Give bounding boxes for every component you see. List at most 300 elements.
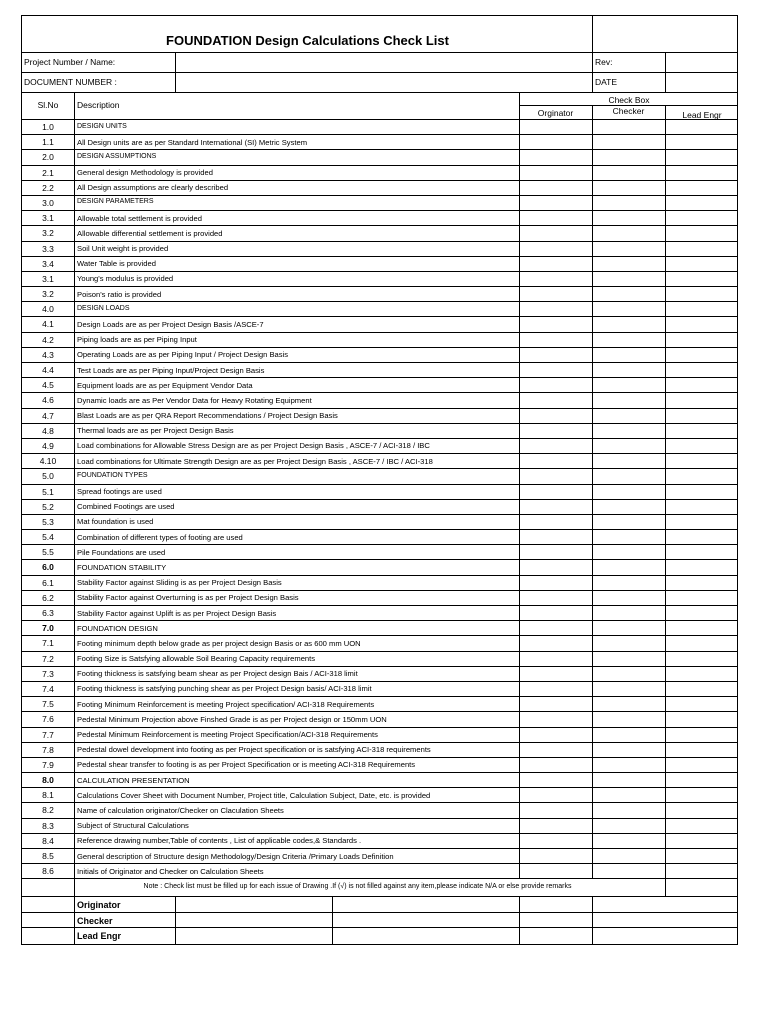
originator-check-cell[interactable] — [519, 424, 592, 438]
row-description: Calculations Cover Sheet with Document Number, Project title, Calculation Subject, Date, etc. is provided — [77, 790, 431, 800]
row-number: 7.2 — [42, 653, 54, 664]
lead-engr-check-cell[interactable] — [665, 697, 739, 711]
row-number: 7.8 — [42, 744, 54, 755]
checker-check-cell[interactable] — [592, 272, 665, 286]
originator-check-cell[interactable] — [519, 150, 592, 164]
lead-engr-check-cell[interactable] — [665, 211, 739, 225]
row-number: 4.3 — [42, 349, 54, 360]
row-number: 3.1 — [42, 213, 54, 224]
originator-check-cell[interactable] — [519, 682, 592, 696]
row-description: CALCULATION PRESENTATION — [77, 775, 190, 785]
row-number: 6.3 — [42, 608, 54, 618]
row-number: 5.2 — [42, 501, 54, 512]
lead-engr-check-cell[interactable] — [665, 621, 739, 635]
row-number: 3.1 — [42, 273, 54, 284]
checker-check-cell[interactable] — [592, 135, 665, 149]
originator-check-cell[interactable] — [519, 652, 592, 666]
row-description: General design Methodology is provided — [77, 168, 213, 178]
lead-engr-check-cell[interactable] — [665, 393, 739, 407]
originator-check-cell[interactable] — [519, 834, 592, 848]
row-number: 5.5 — [42, 547, 54, 558]
lead-engr-check-cell[interactable] — [665, 469, 739, 483]
row-number: 7.0 — [42, 623, 54, 634]
checker-check-cell[interactable] — [592, 545, 665, 559]
row-number: 7.4 — [42, 683, 54, 694]
lead-engr-check-cell[interactable] — [665, 834, 739, 848]
row-description: FOUNDATION DESIGN — [77, 623, 158, 633]
row-number: 7.9 — [42, 759, 54, 770]
row-description: Pedestal shear transfer to footing is as per Project Specification or is meeting ACI-318 Requirements — [77, 760, 416, 770]
checker-check-cell[interactable] — [592, 424, 665, 438]
table-row — [22, 272, 737, 287]
row-number: 3.2 — [42, 228, 54, 239]
slno-header: Sl.No — [37, 100, 59, 110]
row-description: Footing thickness is satsfying beam shear as per Project design Bais / ACI-318 limit — [77, 669, 358, 679]
originator-check-cell[interactable] — [519, 773, 592, 787]
signoff-lead-engr — [22, 928, 737, 944]
table-row — [22, 819, 737, 834]
originator-check-cell[interactable] — [519, 515, 592, 529]
table-row — [22, 728, 737, 743]
table-row — [22, 333, 737, 348]
row-description: Load combinations for Ultimate Strength Design are as per Project Design Basis , ASCE-7 / IBC / ACI-318 — [77, 456, 433, 466]
checker-check-cell[interactable] — [592, 317, 665, 331]
row-number: 8.1 — [42, 790, 54, 801]
checker-check-cell[interactable] — [592, 196, 665, 210]
signoff-checker — [22, 913, 737, 929]
originator-check-cell[interactable] — [519, 758, 592, 772]
table-row — [22, 758, 737, 773]
table-row — [22, 834, 737, 849]
table-row — [22, 682, 737, 697]
row-number: 3.2 — [42, 289, 54, 300]
row-description: Combination of different types of footing are used — [77, 532, 243, 542]
lead-engr-check-cell[interactable] — [665, 500, 739, 514]
table-row — [22, 849, 737, 864]
row-description: Pedestal Minimum Reinforcement is meeting Project Specification/ACI-318 Requirements — [77, 730, 378, 739]
originator-check-cell[interactable] — [519, 242, 592, 256]
row-number: 4.10 — [39, 456, 57, 467]
checker-check-cell[interactable] — [592, 120, 665, 134]
row-number: 4.4 — [42, 365, 54, 375]
table-row — [22, 773, 737, 788]
row-number: 4.2 — [42, 334, 54, 345]
checker-check-cell[interactable] — [592, 150, 665, 164]
table-row — [22, 621, 737, 636]
project-label: Project Number / Name: — [24, 57, 116, 67]
column-header — [22, 93, 737, 120]
table-row — [22, 363, 737, 378]
lead-engr-check-cell[interactable] — [665, 363, 739, 377]
row-number: 4.9 — [42, 440, 54, 451]
lead-engr-check-cell[interactable] — [665, 758, 739, 772]
lead-engr-check-cell[interactable] — [665, 378, 739, 392]
originator-check-cell[interactable] — [519, 591, 592, 605]
checker-check-cell[interactable] — [592, 591, 665, 605]
originator-check-cell[interactable] — [519, 864, 592, 878]
row-number: 7.6 — [42, 714, 54, 725]
checker-check-cell[interactable] — [592, 515, 665, 529]
originator-check-cell[interactable] — [519, 819, 592, 833]
project-row — [22, 53, 737, 73]
row-description: Allowable total settlement is provided — [77, 213, 202, 223]
table-row — [22, 226, 737, 241]
checker-check-cell[interactable] — [592, 667, 665, 681]
lead-engr-check-cell[interactable] — [665, 302, 739, 316]
lead-engr-check-cell[interactable] — [665, 287, 739, 301]
row-number: 3.4 — [42, 258, 54, 269]
row-description: Footing minimum depth below grade as per project design Basis or as 600 mm UON — [77, 638, 361, 648]
row-number: 5.0 — [42, 471, 54, 482]
row-description: Stability Factor against Uplift is as per Project Design Basis — [77, 608, 277, 618]
row-description: Load combinations for Allowable Stress Design are as per Project Design Basis , ASCE-7 / ACI-318 / IBC — [77, 441, 430, 451]
table-row — [22, 515, 737, 530]
row-description: Young's modulus is provided — [77, 274, 174, 284]
originator-check-cell[interactable] — [519, 728, 592, 742]
checker-check-cell[interactable] — [592, 758, 665, 772]
row-description: Reference drawing number,Table of contents , List of applicable codes,& Standards . — [77, 836, 362, 846]
lead-engr-check-cell[interactable] — [665, 409, 739, 423]
table-row — [22, 743, 737, 758]
row-description: Mat foundation is used — [77, 517, 154, 527]
lead-engr-check-cell[interactable] — [665, 120, 739, 134]
checker-check-cell[interactable] — [592, 181, 665, 195]
table-row — [22, 667, 737, 682]
originator-check-cell[interactable] — [519, 348, 592, 362]
lead-engr-check-cell[interactable] — [665, 166, 739, 180]
lead-engr-check-cell[interactable] — [665, 530, 739, 544]
checker-check-cell[interactable] — [592, 697, 665, 711]
row-description: Poison's ratio is provided — [77, 289, 162, 299]
date-label: DATE — [595, 77, 618, 87]
originator-check-cell[interactable] — [519, 317, 592, 331]
originator-check-cell[interactable] — [519, 469, 592, 483]
row-number: 2.2 — [42, 182, 54, 193]
lead-engr-check-cell[interactable] — [665, 242, 739, 256]
row-number: 6.1 — [42, 577, 54, 588]
row-description: Pedestal Minimum Projection above Finshed Grade is as per Project design or 150mm UON — [77, 714, 387, 724]
row-number: 8.2 — [42, 805, 54, 816]
originator-check-cell[interactable] — [519, 697, 592, 711]
lead-engr-check-cell[interactable] — [665, 682, 739, 696]
originator-check-cell[interactable] — [519, 606, 592, 620]
originator-check-cell[interactable] — [519, 788, 592, 802]
originator-check-cell[interactable] — [519, 667, 592, 681]
lead-engr-check-cell[interactable] — [665, 728, 739, 742]
row-description: Operating Loads are as per Piping Input / Project Design Basis — [77, 350, 289, 360]
table-row — [22, 181, 737, 196]
table-row — [22, 454, 737, 469]
originator-check-cell[interactable] — [519, 454, 592, 468]
row-number: 8.6 — [42, 866, 54, 877]
lead-engr-check-cell[interactable] — [665, 788, 739, 802]
originator-check-cell[interactable] — [519, 181, 592, 195]
checker-check-cell[interactable] — [592, 439, 665, 453]
row-number: 7.1 — [42, 638, 54, 649]
lead-engr-check-cell[interactable] — [665, 257, 739, 271]
table-row — [22, 120, 737, 135]
checker-check-cell[interactable] — [592, 363, 665, 377]
lead-engr-check-cell[interactable] — [665, 272, 739, 286]
signoff-originator — [22, 897, 737, 913]
table-row — [22, 606, 737, 621]
checker-check-cell[interactable] — [592, 500, 665, 514]
originator-check-cell[interactable] — [519, 485, 592, 499]
checker-check-cell[interactable] — [592, 333, 665, 347]
row-number: 6.0 — [42, 562, 54, 573]
originator-check-cell[interactable] — [519, 743, 592, 757]
checker-check-cell[interactable] — [592, 712, 665, 726]
row-number: 8.0 — [42, 775, 54, 786]
row-description: DESIGN ASSUMPTIONS — [77, 152, 157, 160]
table-row — [22, 500, 737, 515]
table-row — [22, 287, 737, 302]
table-row — [22, 788, 737, 803]
row-number: 4.5 — [42, 380, 54, 391]
checker-check-cell[interactable] — [592, 819, 665, 833]
originator-check-cell[interactable] — [519, 636, 592, 650]
table-row — [22, 242, 737, 257]
checker-check-cell[interactable] — [592, 454, 665, 468]
row-description: Footing Size is Satsfying allowable Soil Bearing Capacity requirements — [77, 654, 316, 664]
row-description: Blast Loads are as per QRA Report Recommendations / Project Design Basis — [77, 411, 338, 421]
row-description: Stability Factor against Sliding is as per Project Design Basis — [77, 578, 282, 588]
originator-check-cell[interactable] — [519, 120, 592, 134]
originator-check-cell[interactable] — [519, 849, 592, 863]
lead-engr-check-cell[interactable] — [665, 652, 739, 666]
row-description: General description of Structure design Methodology/Design Criteria /Primary Loads Definition — [77, 851, 394, 861]
signoff-block — [22, 897, 737, 944]
lead-engr-check-cell[interactable] — [665, 560, 739, 574]
lead-engr-label: Lead Engr — [77, 931, 122, 942]
row-number: 1.1 — [42, 137, 54, 148]
note-row — [22, 879, 737, 897]
checker-check-cell[interactable] — [592, 393, 665, 407]
table-row — [22, 393, 737, 408]
lead-engr-check-cell[interactable] — [665, 181, 739, 195]
rev-label: Rev: — [595, 57, 613, 67]
checker-check-cell[interactable] — [592, 728, 665, 742]
checker-check-cell[interactable] — [592, 530, 665, 544]
check-box-header: Check Box — [608, 95, 650, 105]
row-description: DESIGN LOADS — [77, 304, 130, 312]
table-row — [22, 348, 737, 363]
checker-check-cell[interactable] — [592, 560, 665, 574]
checker-check-cell[interactable] — [592, 788, 665, 802]
row-number: 4.7 — [42, 410, 54, 421]
checker-check-cell[interactable] — [592, 636, 665, 650]
row-number: 4.0 — [42, 304, 54, 315]
row-description: FOUNDATION STABILITY — [77, 562, 167, 572]
originator-check-cell[interactable] — [519, 576, 592, 590]
table-row — [22, 317, 737, 332]
originator-check-cell[interactable] — [519, 302, 592, 316]
lead-engr-check-cell[interactable] — [665, 424, 739, 438]
row-description: Initials of Originator and Checker on Calculation Sheets — [77, 866, 264, 876]
originator-check-cell[interactable] — [519, 363, 592, 377]
originator-check-cell[interactable] — [519, 409, 592, 423]
checker-check-cell[interactable] — [592, 242, 665, 256]
lead-engr-check-cell[interactable] — [665, 773, 739, 787]
checker-check-cell[interactable] — [592, 606, 665, 620]
checker-header: Checker — [612, 106, 645, 116]
lead-engr-check-cell[interactable] — [665, 226, 739, 240]
row-number: 7.3 — [42, 668, 54, 679]
lead-engr-check-cell[interactable] — [665, 150, 739, 164]
note-text: Note : Check list must be filled up for each issue of Drawing .If (√) is not filled against any item,please indicate N/A or else provide remarks — [143, 883, 572, 891]
checker-check-cell[interactable] — [592, 287, 665, 301]
lead-engr-check-cell[interactable] — [665, 606, 739, 620]
row-description: Thermal loads are as per Project Design Basis — [77, 426, 234, 436]
table-row — [22, 378, 737, 393]
table-row — [22, 545, 737, 560]
table-row — [22, 591, 737, 606]
row-number: 2.1 — [42, 167, 54, 178]
row-description: Dynamic loads are as Per Vendor Data for Heavy Rotating Equipment — [77, 395, 312, 405]
row-number: 5.1 — [42, 486, 54, 497]
table-row — [22, 712, 737, 727]
checker-check-cell[interactable] — [592, 576, 665, 590]
originator-check-cell[interactable] — [519, 272, 592, 286]
row-number: 2.0 — [42, 152, 54, 163]
row-description: DESIGN PARAMETERS — [77, 198, 154, 206]
row-description: Pedestal dowel development into footing as per Project specification or is satsfying ACI-318 requirements — [77, 745, 431, 755]
row-description: All Design assumptions are clearly described — [77, 183, 229, 193]
row-description: Test Loads are as per Piping Input/Project Design Basis — [77, 365, 265, 375]
lead-engr-check-cell[interactable] — [665, 545, 739, 559]
originator-check-cell[interactable] — [519, 196, 592, 210]
table-row — [22, 409, 737, 424]
lead-engr-check-cell[interactable] — [665, 317, 739, 331]
originator-check-cell[interactable] — [519, 439, 592, 453]
row-description: FOUNDATION TYPES — [77, 471, 148, 479]
table-row — [22, 196, 737, 211]
lead-engr-check-cell[interactable] — [665, 819, 739, 833]
row-number: 8.3 — [42, 820, 54, 831]
table-row — [22, 135, 737, 150]
checker-check-cell[interactable] — [592, 652, 665, 666]
checker-check-cell[interactable] — [592, 348, 665, 362]
checker-check-cell[interactable] — [592, 409, 665, 423]
description-header: Description — [77, 100, 120, 110]
row-number: 8.4 — [42, 835, 54, 846]
table-row — [22, 530, 737, 545]
lead-engr-check-cell[interactable] — [665, 667, 739, 681]
title-block — [22, 16, 737, 53]
originator-check-cell[interactable] — [519, 333, 592, 347]
lead-engr-check-cell[interactable] — [665, 743, 739, 757]
originator-check-cell[interactable] — [519, 621, 592, 635]
row-description: Spread footings are used — [77, 487, 162, 496]
table-row — [22, 697, 737, 712]
lead-engr-check-cell[interactable] — [665, 515, 739, 529]
row-description: Equipment loads are as per Equipment Vendor Data — [77, 380, 253, 390]
originator-check-cell[interactable] — [519, 500, 592, 514]
checker-check-cell[interactable] — [592, 834, 665, 848]
checker-check-cell[interactable] — [592, 485, 665, 499]
lead-engr-check-cell[interactable] — [665, 196, 739, 210]
originator-check-cell[interactable] — [519, 560, 592, 574]
checker-check-cell[interactable] — [592, 743, 665, 757]
lead-engr-check-cell[interactable] — [665, 864, 739, 878]
lead-engr-check-cell[interactable] — [665, 348, 739, 362]
originator-check-cell[interactable] — [519, 803, 592, 817]
checker-check-cell[interactable] — [592, 211, 665, 225]
checker-check-cell[interactable] — [592, 773, 665, 787]
lead-engr-check-cell[interactable] — [665, 485, 739, 499]
checker-check-cell[interactable] — [592, 302, 665, 316]
checker-check-cell[interactable] — [592, 803, 665, 817]
table-row — [22, 560, 737, 575]
checker-check-cell[interactable] — [592, 378, 665, 392]
originator-check-cell[interactable] — [519, 287, 592, 301]
originator-check-cell[interactable] — [519, 135, 592, 149]
checker-check-cell[interactable] — [592, 682, 665, 696]
lead-engr-check-cell[interactable] — [665, 636, 739, 650]
lead-engr-check-cell[interactable] — [665, 576, 739, 590]
lead-engr-check-cell[interactable] — [665, 803, 739, 817]
row-number: 5.3 — [42, 516, 54, 527]
table-row — [22, 439, 737, 454]
table-row — [22, 257, 737, 272]
checker-check-cell[interactable] — [592, 849, 665, 863]
row-description: Soil Unit weight is provided — [77, 244, 169, 253]
checker-check-cell[interactable] — [592, 864, 665, 878]
originator-check-cell[interactable] — [519, 378, 592, 392]
table-row — [22, 576, 737, 591]
originator-check-cell[interactable] — [519, 393, 592, 407]
row-description: Piping loads are as per Piping Input — [77, 335, 197, 345]
lead-engr-check-cell[interactable] — [665, 591, 739, 605]
checker-check-cell[interactable] — [592, 621, 665, 635]
lead-engr-check-cell[interactable] — [665, 439, 739, 453]
table-row — [22, 469, 737, 484]
checker-check-cell[interactable] — [592, 257, 665, 271]
table-row — [22, 485, 737, 500]
document-title: FOUNDATION Design Calculations Check List — [166, 33, 449, 48]
originator-check-cell[interactable] — [519, 257, 592, 271]
row-number: 4.1 — [42, 319, 54, 330]
row-number: 8.5 — [42, 851, 54, 861]
row-number: 3.0 — [42, 197, 54, 208]
originator-check-cell[interactable] — [519, 545, 592, 559]
table-row — [22, 211, 737, 226]
lead-engr-check-cell[interactable] — [665, 712, 739, 726]
checker-check-cell[interactable] — [592, 166, 665, 180]
checklist-sheet — [21, 15, 738, 945]
row-description: Pile Foundations are used — [77, 547, 166, 557]
originator-check-cell[interactable] — [519, 530, 592, 544]
checker-check-cell[interactable] — [592, 469, 665, 483]
row-description: Subject of Structural Calculations — [77, 821, 189, 831]
originator-check-cell[interactable] — [519, 211, 592, 225]
checklist-rows — [22, 120, 737, 879]
table-row — [22, 302, 737, 317]
originator-check-cell[interactable] — [519, 166, 592, 180]
lead-engr-check-cell[interactable] — [665, 333, 739, 347]
lead-engr-check-cell[interactable] — [665, 454, 739, 468]
lead-engr-check-cell[interactable] — [665, 849, 739, 863]
row-description: Footing Minimum Reinforcement is meeting Project specification/ ACI-318 Requirements — [77, 699, 375, 709]
row-description: Name of calculation originator/Checker on Claculation Sheets — [77, 805, 284, 815]
checker-check-cell[interactable] — [592, 226, 665, 240]
row-description: Stability Factor against Overturning is as per Project Design Basis — [77, 593, 299, 603]
originator-label: Originator — [77, 900, 121, 911]
originator-check-cell[interactable] — [519, 226, 592, 240]
row-number: 6.2 — [42, 592, 54, 603]
lead-engr-check-cell[interactable] — [665, 135, 739, 149]
originator-check-cell[interactable] — [519, 712, 592, 726]
